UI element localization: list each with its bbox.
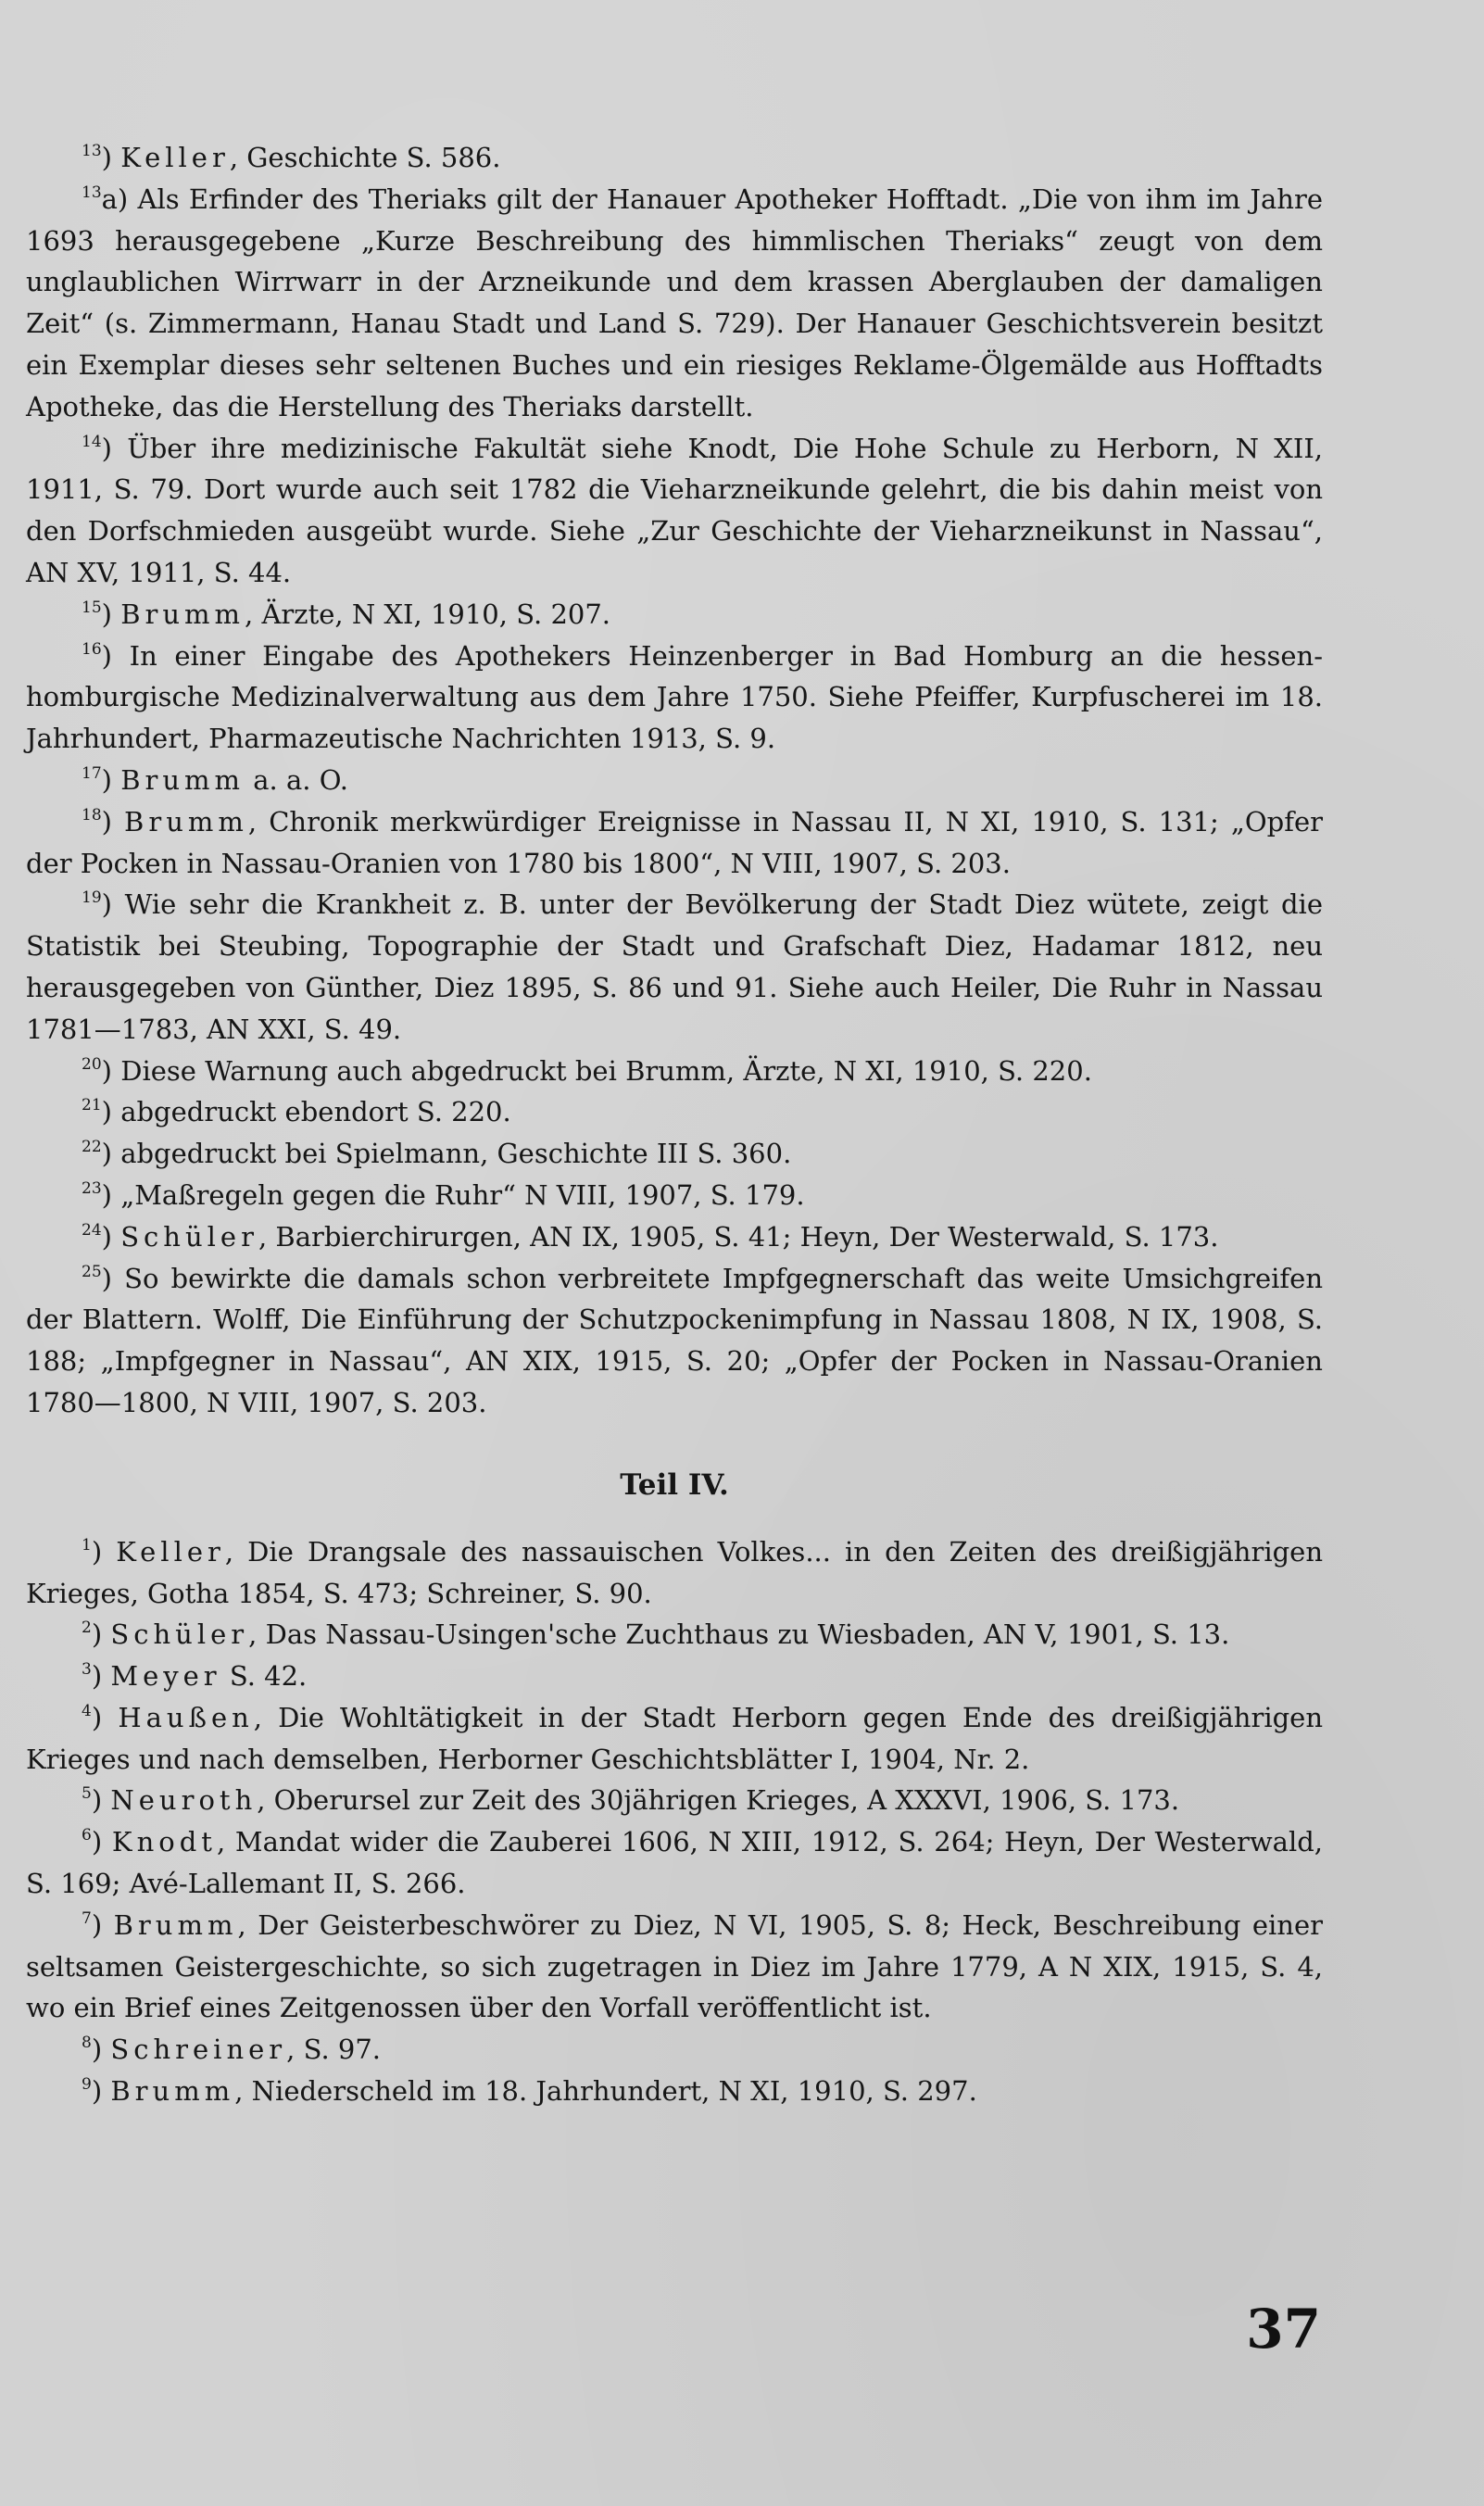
footnote [26,1780,1323,1821]
footnote-text: Wie sehr die Krankheit z. B. unter der Bevölkerung der Stadt Diez wütete, zeigt die Statistik bei Steubing, Topographie der Stadt und Grafschaft Diez, Hadamar 1812, neu herausgegeben von Günther, Diez 1895, S. 86 und 91. Siehe auch Heiler, Die Ruhr in Nassau 1781—1783, AN XXI, S. 49. [26,888,1323,1045]
footnote-number: $^{24}$) [82,1220,112,1253]
footnote-author: Keller [120,142,230,173]
footnote [26,1133,1323,1175]
footnote [26,1614,1323,1656]
footnote-author: Brumm [120,763,245,796]
footnotes-body [26,137,1323,2112]
footnote-author: Haußen [118,1701,254,1733]
footnote-text: So bewirkte die damals schon verbreitete Impfgegnerschaft das weite Umsichgreifen der Blattern. Wolff, Die Einführung der Schutzpockenimpfung in Nassau 1808, N IX, 1908, S. 188; „Impfgegner in Nassau“, AN XIX, 1915, S. 20; „Opfer der Pocken in Nassau-Oranien 1780—1800, N VIII, 1907, S. 203. [26,1262,1324,1418]
footnote-number: $^1$) [82,1535,103,1568]
footnote-text: , S. 97. [286,2034,381,2066]
footnote [26,1258,1323,1424]
footnote-author: Brumm [110,2075,235,2108]
footnote-number: $^{20}$) [82,1054,112,1087]
footnote-text: S. 42. [220,1660,308,1693]
footnote [26,884,1323,1050]
footnote-text: , Chronik merkwürdiger Ereignisse in Nassau II, N XI, 1910, S. 131; „Opfer der Pocken in Nassau-Oranien von 1780 bis 1800“, N VIII, 1907, S. 203. [26,805,1323,879]
footnote-author: Meyer [110,1660,221,1693]
page-number: 37 [1246,2298,1321,2361]
footnote-text: , Geschichte S. 586. [229,142,501,173]
footnote-number: $^{15}$) [82,598,112,630]
footnote-text: a. a. O. [245,763,349,796]
footnote [26,1656,1323,1697]
footnote [26,1905,1323,2029]
footnote-number: $^4$) [82,1701,103,1733]
footnote-text: Diese Warnung auch abgedruckt bei Brumm, Ärzte, N XI, 1910, S. 220. [120,1054,1092,1087]
footnote [26,1216,1323,1258]
footnotes-part-4 [26,1531,1323,2112]
footnote [26,760,1323,801]
footnote-text: „Maßregeln gegen die Ruhr“ N VIII, 1907, S. 179. [120,1178,805,1211]
footnote [26,2071,1323,2112]
footnote-number: $^{23}$) [82,1178,112,1211]
footnote [26,1821,1323,1905]
footnote-author: Neuroth [110,1784,258,1817]
footnote-text: In einer Eingabe des Apothekers Heinzenberger in Bad Homburg an die hessen-homburgische Medizinalverwaltung aus dem Jahre 1750. Siehe Pfeiffer, Kurpfuscherei im 18. Jahrhundert, Pharmazeutische Nachrichten 1913, S. 9. [26,639,1324,755]
footnote-author: Keller [116,1535,225,1568]
footnote [26,801,1323,885]
footnote [26,428,1323,594]
footnote [26,594,1323,636]
footnote-number: $^{25}$) [82,1262,112,1294]
footnote [26,2029,1323,2071]
footnote-number: $^{13}$) [82,142,112,173]
footnote-number: $^{14}$) [82,432,112,464]
footnote-number: $^{21}$) [82,1096,112,1128]
footnote-author: Schüler [120,1220,258,1253]
footnote-text: Als Erfinder des Theriaks gilt der Hanauer Apotheker Hofftadt. „Die von ihm im Jahre 1693 herausgegebene „Kurze Beschreibung des himmlischen Theriaks“ zeugt von dem unglaublichen Wirrwarr in der Arzneikunde und dem krassen Aberglauben der damaligen Zeit“ (s. Zimmermann, Hanau Stadt und Land S. 729). Der Hanauer Geschichtsverein besitzt ein Exemplar dieses sehr seltenen Buches und ein riesiges Reklame-Ölgemälde aus Hofftadts Apotheke, das die Herstellung des Theriaks darstellt. [26,183,1323,422]
footnote-number: $^5$) [82,1784,103,1817]
footnote-number: $^{16}$) [82,639,112,672]
footnote-text: Über ihre medizinische Fakultät siehe Knodt, Die Hohe Schule zu Herborn, N XII, 1911, S. 79. Dort wurde auch seit 1782 die Vieharzneikunde gelehrt, die bis dahin meist von den Dorfschmieden ausgeübt wurde. Siehe „Zur Geschichte der Vieharzneikunst in Nassau“, AN XV, 1911, S. 44. [26,432,1324,588]
footnote-text: , Die Wohltätigkeit in der Stadt Herborn gegen Ende des dreißigjährigen Krieges und nach demselben, Herborner Geschichtsblätter I, 1904, Nr. 2. [26,1701,1323,1775]
footnote [26,1531,1323,1615]
footnote-text: abgedruckt bei Spielmann, Geschichte III S. 360. [120,1138,792,1170]
footnote [26,636,1323,760]
footnote-number: $^{18}$) [82,805,112,837]
footnote-text: , Das Nassau-Usingen'sche Zuchthaus zu Wiesbaden, AN V, 1901, S. 13. [248,1618,1230,1651]
footnote-text: , Oberursel zur Zeit des 30jährigen Krieges, A XXXVI, 1906, S. 173. [257,1784,1180,1817]
footnote-text: , Ärzte, N XI, 1910, S. 207. [245,598,611,630]
footnote [26,179,1323,428]
footnote-number: $^{19}$) [82,888,112,921]
footnote-text: abgedruckt ebendort S. 220. [120,1096,511,1128]
footnote-number: $^6$) [82,1826,103,1858]
footnote-text: , Mandat wider die Zauberei 1606, N XIII, 1912, S. 264; Heyn, Der Westerwald, S. 169; Avé-Lallemant II, S. 266. [26,1826,1324,1900]
footnote-number: $^8$) [82,2034,103,2066]
footnote-number: $^3$) [82,1660,103,1693]
footnote-number: $^{22}$) [82,1138,112,1170]
footnote [26,1091,1323,1133]
footnote-number: $^{17}$) [82,763,112,796]
footnote-author: Knodt [111,1826,217,1858]
footnote-author: Brumm [124,805,248,837]
footnote-text: , Barbierchirurgen, AN IX, 1905, S. 41; Heyn, Der Westerwald, S. 173. [258,1220,1219,1253]
footnote-author: Schreiner [110,2034,287,2066]
footnote [26,137,1323,179]
footnote-number: $^2$) [82,1618,103,1651]
footnote [26,1175,1323,1216]
footnote-number: $^7$) [82,1908,103,1941]
footnote [26,1697,1323,1781]
footnote-number: $^{13}$a) [82,183,129,215]
section-heading: Teil IV. [620,1467,729,1502]
footnote-text: , Niederscheld im 18. Jahrhundert, N XI, 1910, S. 297. [234,2075,977,2108]
footnotes-part-3 [26,137,1323,1424]
footnote-number: $^9$) [82,2075,103,2108]
footnote-author: Schüler [110,1618,249,1651]
footnote [26,1051,1323,1092]
footnote-text: , Die Drangsale des nassauischen Volkes... in den Zeiten des dreißigjährigen Krieges, Gotha 1854, S. 473; Schreiner, S. 90. [26,1535,1324,1609]
footnote-author: Brumm [120,598,245,630]
footnote-text: , Der Geisterbeschwörer zu Diez, N VI, 1905, S. 8; Heck, Beschreibung einer seltsamen Geistergeschichte, so sich zugetragen in Diez im Jahre 1779, A N XIX, 1915, S. 4, wo ein Brief eines Zeitgenossen über den Vorfall veröffentlicht ist. [26,1908,1324,2024]
footnote-author: Brumm [113,1908,238,1941]
